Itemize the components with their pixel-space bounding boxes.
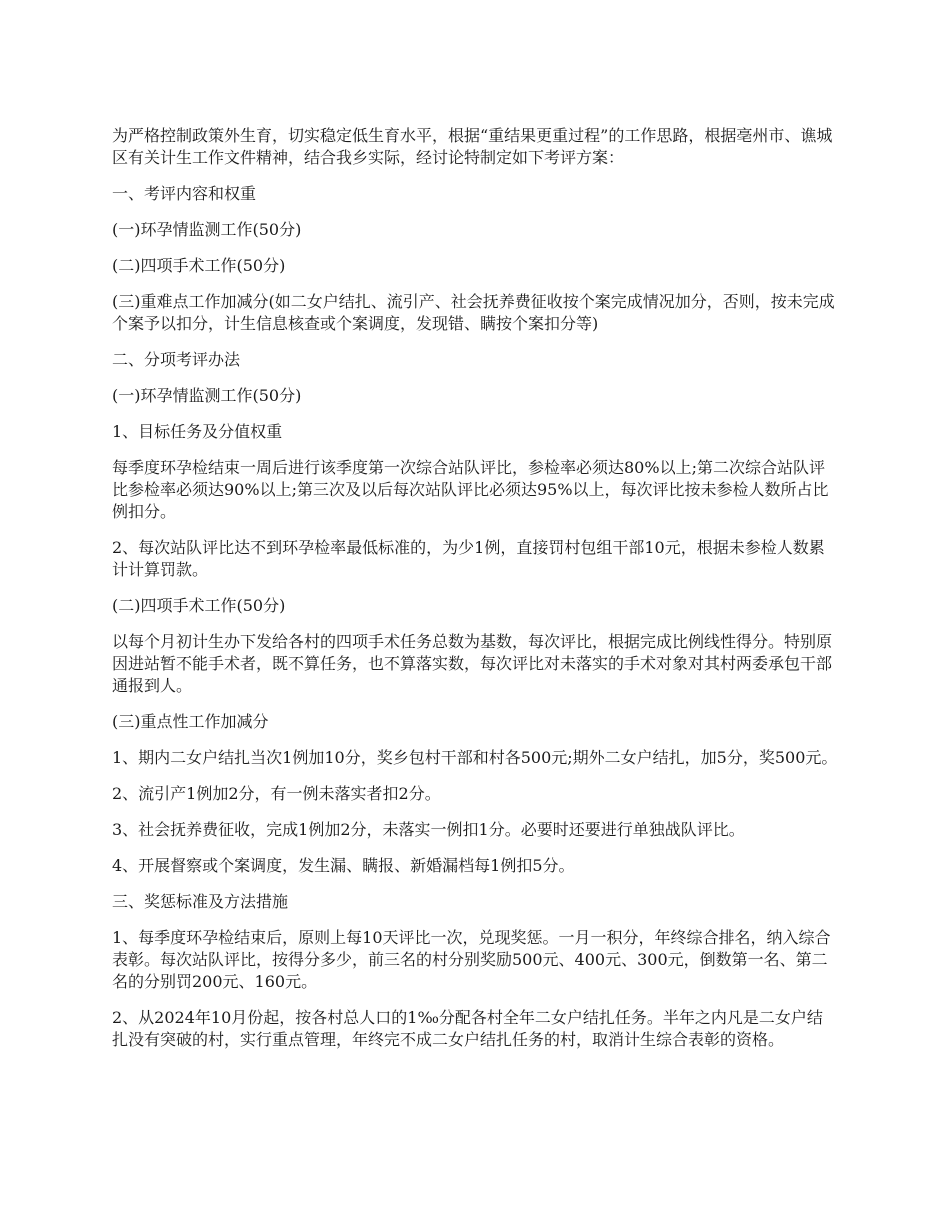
body-paragraph: 4、开展督察或个案调度，发生漏、瞒报、新婚漏档每1例扣5分。 [112, 856, 575, 875]
body-paragraph: 1、每季度环孕检结束后，原则上每10天评比一次，兑现奖惩。一月一积分，年终综合排名，纳入综合表彰。每次站队评比，按得分多少，前三名的村分别奖励500元、400元、300元，倒数第一名、第二名的分别罚200元、160元。 [112, 928, 831, 991]
section-heading: 二、分项考评办法 [112, 350, 241, 369]
subsection-heading: (三)重点性工作加减分 [112, 712, 269, 731]
body-paragraph: 1、期内二女户结扎当次1例加10分，奖乡包村干部和村各500元;期外二女户结扎，加5分，奖500元。 [112, 748, 838, 767]
subsection-heading: (一)环孕情监测工作(50分) [112, 386, 302, 405]
section-heading: 一、考评内容和权重 [112, 184, 257, 203]
body-paragraph: 2、从2024年10月份起，按各村总人口的1‰分配各村全年二女户结扎任务。半年之内凡是二女户结扎没有突破的村，实行重点管理，年终完不成二女户结扎任务的村，取消计生综合表彰的资格。 [112, 1008, 823, 1049]
body-paragraph: 每季度环孕检结束一周后进行该季度第一次综合站队评比，参检率必须达80%以上;第二次综合站队评比参检率必须达90%以上;第三次及以后每次站队评比必须达95%以上，每次评比按未参检人数所占比例扣分。 [112, 458, 829, 521]
body-paragraph: 以每个月初计生办下发给各村的四项手术任务总数为基数，每次评比，根据完成比例线性得分。特别原因进站暂不能手术者，既不算任务，也不算落实数，每次评比对未落实的手术对象对其村两委承包干部通报到人。 [112, 632, 833, 695]
item-heading: 1、目标任务及分值权重 [112, 422, 283, 441]
subsection-heading: (二)四项手术工作(50分) [112, 596, 286, 615]
body-paragraph: 2、每次站队评比达不到环孕检率最低标准的，为少1例，直接罚村包组干部10元，根据未参检人数累计计算罚款。 [112, 538, 825, 579]
intro-paragraph: 为严格控制政策外生育，切实稳定低生育水平，根据“重结果更重过程”的工作思路，根据亳州市、谯城区有关计生工作文件精神，结合我乡实际，经讨论特制定如下考评方案： [112, 126, 833, 167]
subsection-heading: (三)重难点工作加减分(如二女户结扎、流引产、社会抚养费征收按个案完成情况加分，否则，按未完成个案予以扣分，计生信息核查或个案调度，发现错、瞒按个案扣分等) [112, 292, 835, 333]
subsection-heading: (一)环孕情监测工作(50分) [112, 220, 302, 239]
section-heading: 三、奖惩标准及方法措施 [112, 892, 289, 911]
body-paragraph: 3、社会抚养费征收，完成1例加2分，未落实一例扣1分。必要时还要进行单独战队评比。 [112, 820, 745, 839]
subsection-heading: (二)四项手术工作(50分) [112, 256, 286, 275]
body-paragraph: 2、流引产1例加2分，有一例未落实者扣2分。 [112, 784, 441, 803]
